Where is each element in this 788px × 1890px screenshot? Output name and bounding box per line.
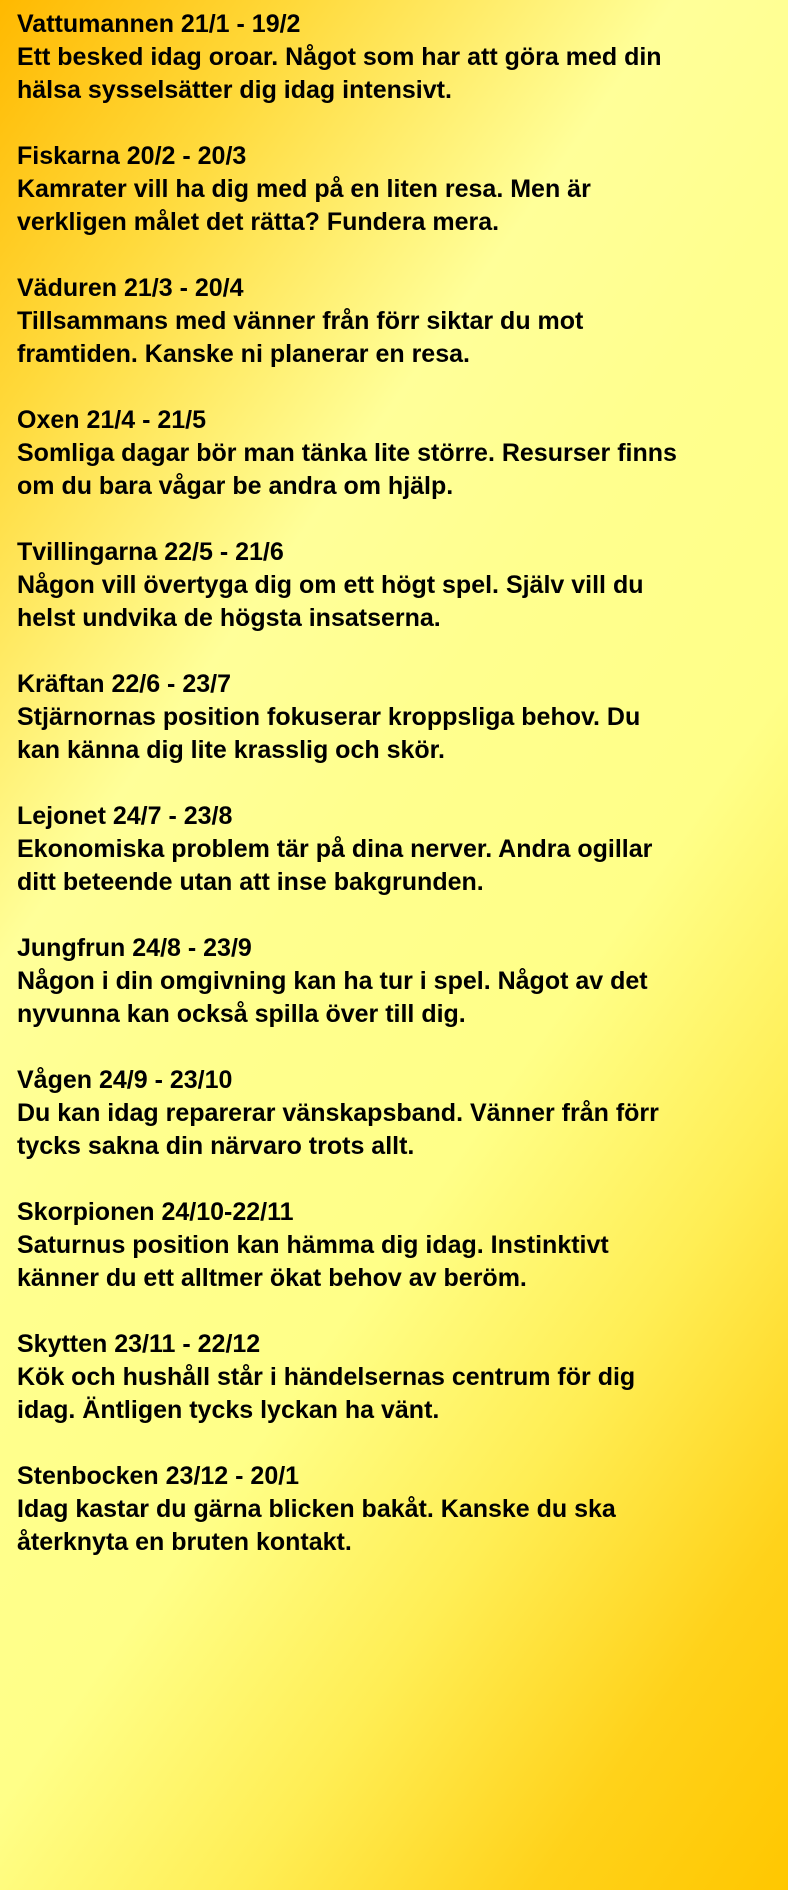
sign-heading: Skorpionen 24/10-22/11 bbox=[17, 1198, 294, 1226]
sign-heading: Jungfrun 24/8 - 23/9 bbox=[17, 934, 252, 962]
horoscope-text-line: Kök och hushåll står i händelsernas centrum för dig bbox=[17, 1363, 636, 1391]
sign-heading: Skytten 23/11 - 22/12 bbox=[17, 1330, 261, 1358]
sign-heading: Vågen 24/9 - 23/10 bbox=[17, 1066, 233, 1094]
horoscope-text-line: Ekonomiska problem tär på dina nerver. Andra ogillar bbox=[17, 835, 653, 863]
horoscope-entry-jungfrun bbox=[17, 932, 777, 1031]
sign-heading: Oxen 21/4 - 21/5 bbox=[17, 406, 207, 434]
horoscope-text-line: idag. Äntligen tycks lyckan ha vänt. bbox=[17, 1396, 440, 1424]
horoscope-entry-vaduren bbox=[17, 272, 777, 371]
sign-heading: Kräftan 22/6 - 23/7 bbox=[17, 670, 231, 698]
horoscope-entry-skytten bbox=[17, 1328, 777, 1427]
sign-heading: Stenbocken 23/12 - 20/1 bbox=[17, 1462, 300, 1490]
horoscope-text-line: Tillsammans med vänner från förr siktar du mot bbox=[17, 307, 584, 335]
horoscope-text-line: Somliga dagar bör man tänka lite större. Resurser finns bbox=[17, 439, 677, 467]
horoscope-entry-skorpionen bbox=[17, 1196, 777, 1295]
horoscope-text-line: tycks sakna din närvaro trots allt. bbox=[17, 1132, 415, 1160]
horoscope-entry-fiskarna bbox=[17, 140, 777, 239]
horoscope-entry-vagen bbox=[17, 1064, 777, 1163]
horoscope-text-line: ditt beteende utan att inse bakgrunden. bbox=[17, 868, 484, 896]
horoscope-entry-vattumannen bbox=[17, 8, 777, 107]
sign-heading: Lejonet 24/7 - 23/8 bbox=[17, 802, 233, 830]
horoscope-entry-oxen bbox=[17, 404, 777, 503]
horoscope-text bbox=[17, 8, 777, 1592]
sign-heading: Tvillingarna 22/5 - 21/6 bbox=[17, 538, 284, 566]
horoscope-text-line: känner du ett alltmer ökat behov av beröm. bbox=[17, 1264, 527, 1292]
horoscope-text-line: Kamrater vill ha dig med på en liten resa. Men är bbox=[17, 175, 591, 203]
horoscope-text-line: kan känna dig lite krasslig och skör. bbox=[17, 736, 445, 764]
horoscope-text-line: Stjärnornas position fokuserar kroppsliga behov. Du bbox=[17, 703, 641, 731]
horoscope-text-line: Du kan idag reparerar vänskapsband. Vänner från förr bbox=[17, 1099, 659, 1127]
horoscope-text-line: hälsa sysselsätter dig idag intensivt. bbox=[17, 76, 452, 104]
horoscope-text-line: Någon i din omgivning kan ha tur i spel. Något av det bbox=[17, 967, 648, 995]
sign-heading: Fiskarna 20/2 - 20/3 bbox=[17, 142, 247, 170]
horoscope-text-line: framtiden. Kanske ni planerar en resa. bbox=[17, 340, 470, 368]
horoscope-text-line: helst undvika de högsta insatserna. bbox=[17, 604, 441, 632]
horoscope-entry-tvillingarna bbox=[17, 536, 777, 635]
horoscope-text-line: Ett besked idag oroar. Något som har att göra med din bbox=[17, 43, 662, 71]
horoscope-text-line: Saturnus position kan hämma dig idag. Instinktivt bbox=[17, 1231, 609, 1259]
horoscope-text-line: nyvunna kan också spilla över till dig. bbox=[17, 1000, 466, 1028]
horoscope-entry-kraftan bbox=[17, 668, 777, 767]
horoscope-text-line: verkligen målet det rätta? Fundera mera. bbox=[17, 208, 500, 236]
horoscope-entry-stenbocken bbox=[17, 1460, 777, 1559]
horoscope-text-line: Någon vill övertyga dig om ett högt spel. Själv vill du bbox=[17, 571, 644, 599]
horoscope-text-line: återknyta en bruten kontakt. bbox=[17, 1528, 352, 1556]
horoscope-text-line: Idag kastar du gärna blicken bakåt. Kanske du ska bbox=[17, 1495, 616, 1523]
horoscope-text-line: om du bara vågar be andra om hjälp. bbox=[17, 472, 454, 500]
sign-heading: Väduren 21/3 - 20/4 bbox=[17, 274, 244, 302]
horoscope-entry-lejonet bbox=[17, 800, 777, 899]
sign-heading: Vattumannen 21/1 - 19/2 bbox=[17, 10, 301, 38]
